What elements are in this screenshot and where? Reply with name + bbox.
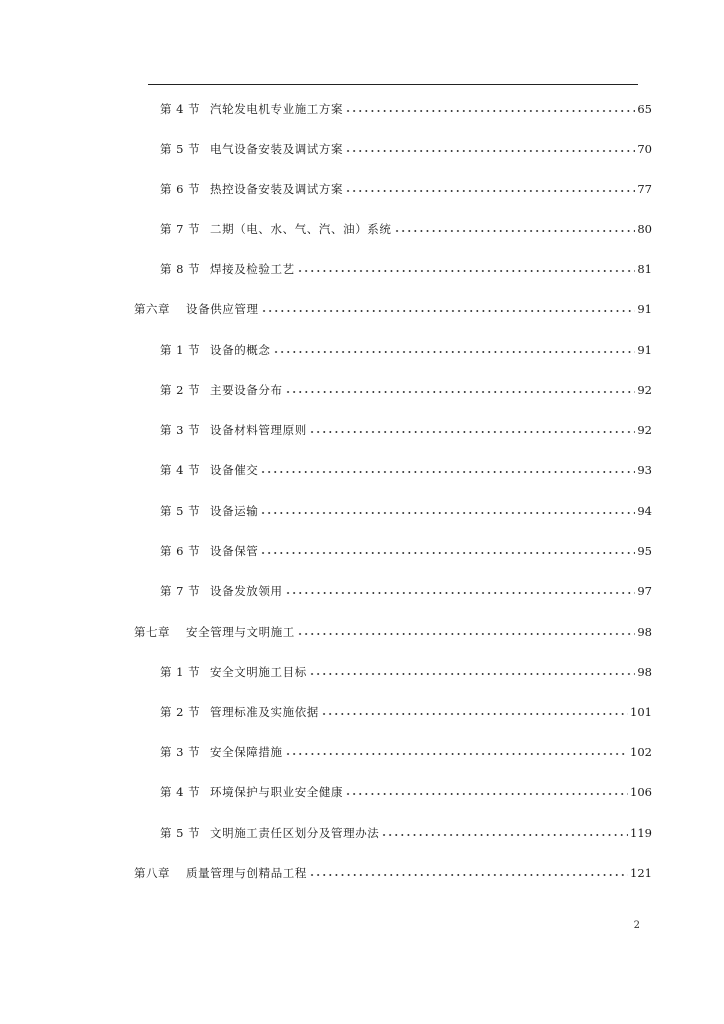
toc-entry[interactable] [160, 697, 652, 719]
dot-leader [321, 706, 628, 716]
toc-entry-page: 121 [630, 866, 652, 880]
toc-entry-number: 第 3 节 [160, 423, 201, 437]
dot-leader [260, 505, 635, 515]
dot-leader [309, 666, 636, 676]
toc-entry-page: 91 [637, 302, 652, 316]
toc-entry-title: 安全管理与文明施工 [186, 625, 295, 639]
toc-entry-page: 93 [637, 463, 652, 477]
toc-entry-number: 第八章 [134, 866, 170, 880]
toc-entry-title: 二期（电、水、气、汽、油）系统 [210, 222, 392, 236]
toc-entry-title: 热控设备安装及调试方案 [210, 182, 344, 196]
toc-entry-title: 设备供应管理 [186, 302, 259, 316]
toc-entry[interactable] [160, 415, 652, 437]
toc-chapter-entry[interactable] [134, 858, 652, 880]
toc-entry-page: 101 [630, 705, 652, 719]
toc-entry-number: 第 5 节 [160, 826, 201, 840]
toc-entry-page: 97 [637, 584, 652, 598]
toc-entry-page: 92 [637, 383, 652, 397]
toc-entry-page: 106 [630, 785, 652, 799]
dot-leader [345, 143, 635, 153]
toc-entry-page: 77 [637, 182, 652, 196]
page-number: 2 [633, 920, 640, 931]
toc-entry[interactable] [160, 214, 652, 236]
toc-entry-number: 第 5 节 [160, 504, 201, 518]
toc-entry-title: 安全保障措施 [210, 745, 283, 759]
toc-entry-number: 第七章 [134, 625, 170, 639]
toc-entry-number: 第 4 节 [160, 463, 201, 477]
toc-entry[interactable] [160, 174, 652, 196]
toc-entry-number: 第 3 节 [160, 745, 201, 759]
toc-entry-title: 安全文明施工目标 [210, 665, 307, 679]
toc-entry-number: 第 6 节 [160, 544, 201, 558]
dot-leader [260, 545, 635, 555]
toc-entry[interactable] [160, 536, 652, 558]
toc-entry-page: 102 [630, 745, 652, 759]
dot-leader [345, 183, 635, 193]
toc-entry-number: 第 6 节 [160, 182, 201, 196]
toc-entry-page: 70 [637, 142, 652, 156]
toc-entry-number: 第 4 节 [160, 785, 201, 799]
dot-leader [297, 626, 635, 636]
toc-entry-page: 98 [637, 625, 652, 639]
dot-leader [309, 867, 628, 877]
dot-leader [345, 103, 635, 113]
toc-entry-title: 环境保护与职业安全健康 [210, 785, 344, 799]
toc-entry-title: 电气设备安装及调试方案 [210, 142, 344, 156]
toc-entry-number: 第 8 节 [160, 262, 201, 276]
toc-entry-number: 第 4 节 [160, 102, 201, 116]
toc-entry-title: 设备催交 [210, 463, 259, 477]
toc-entry[interactable] [160, 737, 652, 759]
toc-entry-page: 65 [637, 102, 652, 116]
toc-entry-page: 95 [637, 544, 652, 558]
toc-entry-number: 第六章 [134, 302, 170, 316]
toc-entry-page: 81 [637, 262, 652, 276]
toc-entry-number: 第 1 节 [160, 665, 201, 679]
toc-entry[interactable] [160, 375, 652, 397]
toc-entry[interactable] [160, 335, 652, 357]
dot-leader [261, 303, 636, 313]
toc-entry[interactable] [160, 657, 652, 679]
toc-entry[interactable] [160, 94, 652, 116]
dot-leader [394, 223, 636, 233]
toc-entry[interactable] [160, 818, 652, 840]
toc-entry-number: 第 7 节 [160, 222, 201, 236]
toc-entry-title: 文明施工责任区划分及管理办法 [210, 826, 380, 840]
toc-chapter-entry[interactable] [134, 617, 652, 639]
toc-entry[interactable] [160, 134, 652, 156]
toc-entry-title: 汽轮发电机专业施工方案 [210, 102, 344, 116]
toc-entry-number: 第 7 节 [160, 584, 201, 598]
toc-entry-title: 设备保管 [210, 544, 259, 558]
toc-entry-page: 94 [637, 504, 652, 518]
toc-entry-title: 质量管理与创精品工程 [186, 866, 307, 880]
toc-entry-page: 98 [637, 665, 652, 679]
toc-entry-title: 设备发放领用 [210, 584, 283, 598]
toc-entry-title: 主要设备分布 [210, 383, 283, 397]
dot-leader [285, 585, 636, 595]
toc-entry[interactable] [160, 576, 652, 598]
toc-entry-page: 119 [630, 826, 652, 840]
toc-entry-number: 第 2 节 [160, 383, 201, 397]
header-rule [148, 84, 638, 85]
toc-entry-page: 92 [637, 423, 652, 437]
toc-entry-number: 第 1 节 [160, 343, 201, 357]
dot-leader [297, 263, 636, 273]
toc-entry-title: 设备的概念 [210, 343, 271, 357]
toc-entry-title: 焊接及检验工艺 [210, 262, 295, 276]
dot-leader [345, 786, 628, 796]
dot-leader [285, 746, 628, 756]
toc-entry-title: 管理标准及实施依据 [210, 705, 319, 719]
toc-entry-title: 设备材料管理原则 [210, 423, 307, 437]
toc-entry[interactable] [160, 455, 652, 477]
toc-entry[interactable] [160, 777, 652, 799]
dot-leader [273, 344, 636, 354]
toc-entry-number: 第 2 节 [160, 705, 201, 719]
toc-entry-page: 91 [637, 343, 652, 357]
dot-leader [260, 464, 635, 474]
toc-chapter-entry[interactable] [134, 294, 652, 316]
toc-entry-number: 第 5 节 [160, 142, 201, 156]
toc-entry[interactable] [160, 496, 652, 518]
toc-entry-title: 设备运输 [210, 504, 259, 518]
toc-entry[interactable] [160, 254, 652, 276]
dot-leader [381, 827, 628, 837]
dot-leader [309, 424, 636, 434]
toc-entry-page: 80 [637, 222, 652, 236]
dot-leader [285, 384, 636, 394]
